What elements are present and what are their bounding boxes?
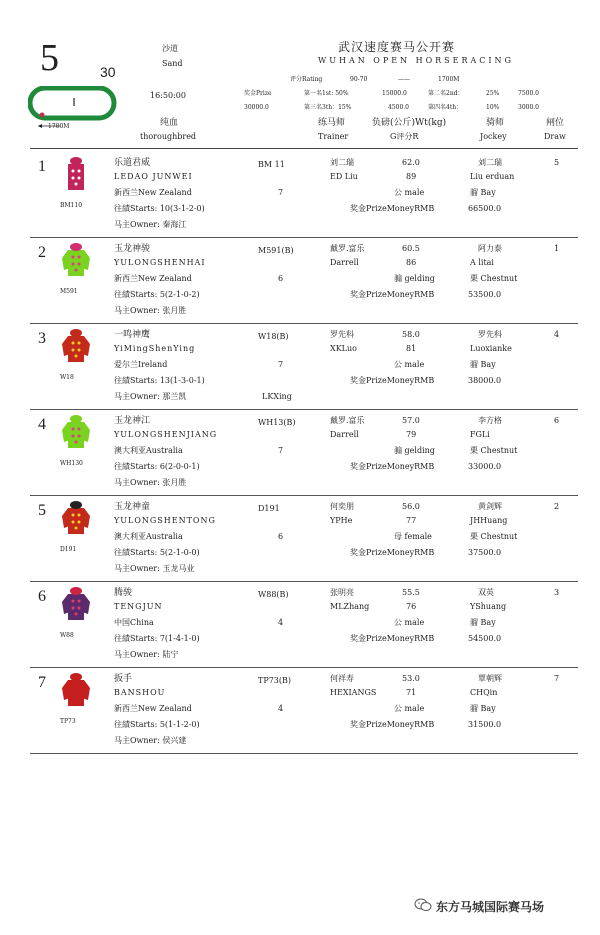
fourth-place-label: 第四名4th： xyxy=(428,104,463,111)
fourth-place-pct: 10% xyxy=(486,104,500,111)
race-time-label: 30 xyxy=(100,64,116,80)
jockey-en: FGLi xyxy=(470,430,490,439)
runner-entry xyxy=(30,152,578,238)
brand-code: BM110 xyxy=(60,202,83,209)
weight: 56.0 xyxy=(402,502,420,511)
col-draw-en: Draw xyxy=(544,132,566,141)
rating-dash: —— xyxy=(398,76,410,83)
race-title-en: WUHAN OPEN HORSERACING xyxy=(318,56,514,65)
horse-name-en: LEDAO JUNWEI xyxy=(114,172,193,181)
trainer-cn: 刘二瑞 xyxy=(330,158,354,167)
third-place-label: 第三名3th：15% xyxy=(304,104,352,111)
origin: 新西兰New Zealand xyxy=(114,704,192,713)
jockey-silk-icon xyxy=(58,672,94,712)
runner-entry xyxy=(30,410,578,496)
horse-sex: 公 male xyxy=(394,360,425,369)
weight: 53.0 xyxy=(402,674,420,683)
draw-number: 2 xyxy=(554,502,560,511)
runner-number: 7 xyxy=(38,674,46,691)
jockey-silk-icon xyxy=(58,414,94,454)
trainer-en: ED Liu xyxy=(330,172,358,181)
trainer-en: MLZhang xyxy=(330,602,370,611)
jockey-silk-icon xyxy=(58,586,94,626)
jockey-cn: 李方格 xyxy=(478,416,502,425)
trainer-cn: 戴罗.富乐 xyxy=(330,244,365,253)
horse-name-en: YULONGSHENJIANG xyxy=(114,430,218,439)
runner-entry xyxy=(30,582,578,668)
trainer-cn: 张明亮 xyxy=(330,588,354,597)
first-place-label: 第一名1st: 50% xyxy=(304,90,349,97)
prize-money-value: 31500.0 xyxy=(468,720,502,729)
horse-name-cn: 腾骏 xyxy=(114,588,133,598)
jockey-en: Liu erduan xyxy=(470,172,515,181)
prize-money-label: 奖金PrizeMoneyRMB xyxy=(350,376,435,385)
starts: 往績Starts: 5(2-1-0-0) xyxy=(114,548,200,557)
horse-age: 6 xyxy=(278,274,284,283)
brand-code: W88 xyxy=(60,632,74,639)
coat-color: 骝 Bay xyxy=(470,618,496,627)
prize-label: 奖金Prize xyxy=(244,90,272,97)
weight: 62.0 xyxy=(402,158,420,167)
jockey-cn: 黄剑辉 xyxy=(478,502,502,511)
horse-name-cn: 一鸣神鹰 xyxy=(114,330,151,340)
horse-age: 7 xyxy=(278,360,284,369)
horse-rating: 81 xyxy=(406,344,417,353)
horse-name-cn: 乐道君威 xyxy=(114,158,151,168)
trainer-cn: 罗先科 xyxy=(330,330,354,339)
brand-code: W18 xyxy=(60,374,74,381)
rating-code: W18(B) xyxy=(258,332,289,341)
prize-money-label: 奖金PrizeMoneyRMB xyxy=(350,290,435,299)
brand-code: WH130 xyxy=(60,460,83,467)
prize-money-label: 奖金PrizeMoneyRMB xyxy=(350,462,435,471)
prize-money-value: 66500.0 xyxy=(468,204,502,213)
starts: 往績Starts: 6(2-0-0-1) xyxy=(114,462,200,471)
owner: 马主Owner: 陆宁 xyxy=(114,650,179,659)
jockey-cn: 双英 xyxy=(478,588,494,597)
third-place-value: 4500.0 xyxy=(388,104,409,111)
prize-money-value: 33000.0 xyxy=(468,462,502,471)
origin: 澳大利亚Australia xyxy=(114,532,183,541)
rating-code: D191 xyxy=(258,504,280,513)
runner-number: 6 xyxy=(38,588,46,605)
runner-entry xyxy=(30,238,578,324)
runner-entry xyxy=(30,324,578,410)
horse-sex: 骟 gelding xyxy=(394,446,435,455)
runner-number: 4 xyxy=(38,416,46,433)
coat-color: 栗 Chestnut xyxy=(470,274,518,283)
rating-code: M591(B) xyxy=(258,246,294,255)
fourth-place-value: 3000.0 xyxy=(518,104,539,111)
second-place-pct: 25% xyxy=(486,90,500,97)
horse-name-cn: 玉龙神骏 xyxy=(114,244,151,254)
horse-sex: 公 male xyxy=(394,188,425,197)
rating-label: 评分Rating xyxy=(290,76,323,83)
draw-number: 4 xyxy=(554,330,560,339)
trainer-en: Darrell xyxy=(330,430,359,439)
runner-number: 3 xyxy=(38,330,46,347)
horse-age: 4 xyxy=(278,618,284,627)
jockey-en: Luoxianke xyxy=(470,344,512,353)
first-place-value: 15000.0 xyxy=(382,90,407,97)
weight: 58.0 xyxy=(402,330,420,339)
jockey-cn: 覃朝辉 xyxy=(478,674,502,683)
prize-money-value: 38000.0 xyxy=(468,376,502,385)
coat-color: 栗 Chestnut xyxy=(470,446,518,455)
horse-name-cn: 玉龙神童 xyxy=(114,502,151,512)
track-distance: 1700M xyxy=(48,123,70,130)
jockey-cn: 罗先科 xyxy=(478,330,502,339)
prize-total: 30000.0 xyxy=(244,104,269,111)
jockey-cn: 阿力泰 xyxy=(478,244,502,253)
extra-note: LKXing xyxy=(262,392,292,401)
track-oval-icon xyxy=(28,86,120,130)
jockey-silk-icon xyxy=(58,242,94,282)
header-divider xyxy=(30,148,578,149)
second-place-value: 7500.0 xyxy=(518,90,539,97)
surface-cn: 沙道 xyxy=(162,44,178,53)
coat-color: 骝 Bay xyxy=(470,704,496,713)
jockey-en: JHHuang xyxy=(470,516,508,525)
footer-brand: 东方马城国际赛马场 xyxy=(436,900,545,914)
runner-entry xyxy=(30,496,578,582)
starts: 往績Starts: 5(2-1-0-2) xyxy=(114,290,200,299)
horse-rating: 71 xyxy=(406,688,417,697)
horse-rating: 77 xyxy=(406,516,417,525)
trainer-en: YPHe xyxy=(330,516,353,525)
brand-code: M591 xyxy=(60,288,78,295)
starts: 往績Starts: 5(1-1-2-0) xyxy=(114,720,200,729)
horse-rating: 76 xyxy=(406,602,417,611)
coat-color: 栗 Chestnut xyxy=(470,532,518,541)
trainer-cn: 戴罗.富乐 xyxy=(330,416,365,425)
draw-number: 6 xyxy=(554,416,560,425)
horse-sex: 骟 gelding xyxy=(394,274,435,283)
horse-sex: 公 male xyxy=(394,618,425,627)
jockey-silk-icon xyxy=(58,328,94,368)
owner: 马主Owner: 那兰凯 xyxy=(114,392,187,401)
coat-color: 骝 Bay xyxy=(470,188,496,197)
rating-code: TP73(B) xyxy=(258,676,292,685)
horse-name-en: YiMingShenYing xyxy=(114,344,196,353)
col-weight-cn: 负磅(公斤)Wt(kg) xyxy=(372,118,447,128)
runner-entry xyxy=(30,668,578,754)
surface-en: Sand xyxy=(162,59,183,68)
second-place-label: 第二名2nd： xyxy=(428,90,464,97)
col-trainer-en: Trainer xyxy=(318,132,349,141)
trainer-en: HEXIANGS xyxy=(330,688,377,697)
horse-age: 4 xyxy=(278,704,284,713)
horse-age: 7 xyxy=(278,446,284,455)
col-jockey-en: Jockey xyxy=(480,132,507,141)
jockey-silk-icon xyxy=(58,500,94,540)
owner: 马主Owner: 玉龙马业 xyxy=(114,564,195,573)
horse-name-en: YULONGSHENTONG xyxy=(114,516,216,525)
origin: 爱尔兰Ireland xyxy=(114,360,168,369)
race-number: 5 xyxy=(40,37,59,79)
coat-color: 骝 Bay xyxy=(470,360,496,369)
trainer-cn: 何奕朋 xyxy=(330,502,354,511)
owner: 马主Owner: 张月胜 xyxy=(114,306,187,315)
jockey-silk-icon xyxy=(58,156,94,196)
horse-name-en: TENGJUN xyxy=(114,602,163,611)
starts: 往績Starts: 10(3-1-2-0) xyxy=(114,204,205,213)
draw-number: 1 xyxy=(554,244,560,253)
origin: 新西兰New Zealand xyxy=(114,188,192,197)
race-time: 16:50:00 xyxy=(150,91,186,100)
horse-rating: 89 xyxy=(406,172,417,181)
draw-number: 5 xyxy=(554,158,560,167)
horse-age: 7 xyxy=(278,188,284,197)
brand-code: D191 xyxy=(60,546,77,553)
horse-age: 6 xyxy=(278,532,284,541)
jockey-cn: 刘二瑞 xyxy=(478,158,502,167)
prize-money-label: 奖金PrizeMoneyRMB xyxy=(350,720,435,729)
owner: 马主Owner: 张月胜 xyxy=(114,478,187,487)
race-distance: 1700M xyxy=(438,76,460,83)
prize-money-value: 54500.0 xyxy=(468,634,502,643)
rating-code: BM 11 xyxy=(258,160,285,169)
col-weight-en: G评分R xyxy=(390,132,419,141)
jockey-en: CHQin xyxy=(470,688,498,697)
origin: 澳大利亚Australia xyxy=(114,446,183,455)
col-draw-cn: 闸位 xyxy=(546,118,565,128)
col-jockey-cn: 骑师 xyxy=(486,118,505,128)
rating-code: WH13(B) xyxy=(258,418,296,427)
draw-number: 3 xyxy=(554,588,560,597)
trainer-en: XKLuo xyxy=(330,344,357,353)
jockey-en: YShuang xyxy=(470,602,507,611)
jockey-en: A litai xyxy=(470,258,494,267)
horse-rating: 79 xyxy=(406,430,417,439)
weight: 55.5 xyxy=(402,588,420,597)
weight: 60.5 xyxy=(402,244,420,253)
starts: 往績Starts: 7(1-4-1-0) xyxy=(114,634,200,643)
starts: 往績Starts: 13(1-3-0-1) xyxy=(114,376,205,385)
owner: 马主Owner: 秦海江 xyxy=(114,220,187,229)
horse-name-cn: 扳手 xyxy=(114,674,133,684)
prize-money-label: 奖金PrizeMoneyRMB xyxy=(350,204,435,213)
trainer-cn: 何祥寿 xyxy=(330,674,354,683)
origin: 中国China xyxy=(114,618,154,627)
horse-sex: 公 male xyxy=(394,704,425,713)
rating-code: W88(B) xyxy=(258,590,289,599)
rating-range: 90-70 xyxy=(350,76,368,83)
horse-name-en: BANSHOU xyxy=(114,688,166,697)
col-trainer-cn: 练马师 xyxy=(318,118,346,128)
trainer-en: Darrell xyxy=(330,258,359,267)
runner-number: 2 xyxy=(38,244,46,261)
horse-name-en: YULONGSHENHAI xyxy=(114,258,206,267)
weight: 57.0 xyxy=(402,416,420,425)
brand-code: TP73 xyxy=(60,718,76,725)
prize-money-label: 奖金PrizeMoneyRMB xyxy=(350,548,435,557)
breed-cn: 纯血 xyxy=(160,118,179,128)
draw-number: 7 xyxy=(554,674,560,683)
prize-money-label: 奖金PrizeMoneyRMB xyxy=(350,634,435,643)
runner-number: 1 xyxy=(38,158,46,175)
prize-money-value: 53500.0 xyxy=(468,290,502,299)
owner: 马主Owner: 侯兴建 xyxy=(114,736,187,745)
breed-en: thoroughbred xyxy=(140,132,197,141)
horse-rating: 86 xyxy=(406,258,417,267)
race-title-cn: 武汉速度赛马公开赛 xyxy=(338,40,456,54)
runner-number: 5 xyxy=(38,502,46,519)
prize-money-value: 37500.0 xyxy=(468,548,502,557)
origin: 新西兰New Zealand xyxy=(114,274,192,283)
horse-sex: 母 female xyxy=(394,532,432,541)
horse-name-cn: 玉龙神江 xyxy=(114,416,151,426)
wechat-icon xyxy=(414,898,432,912)
